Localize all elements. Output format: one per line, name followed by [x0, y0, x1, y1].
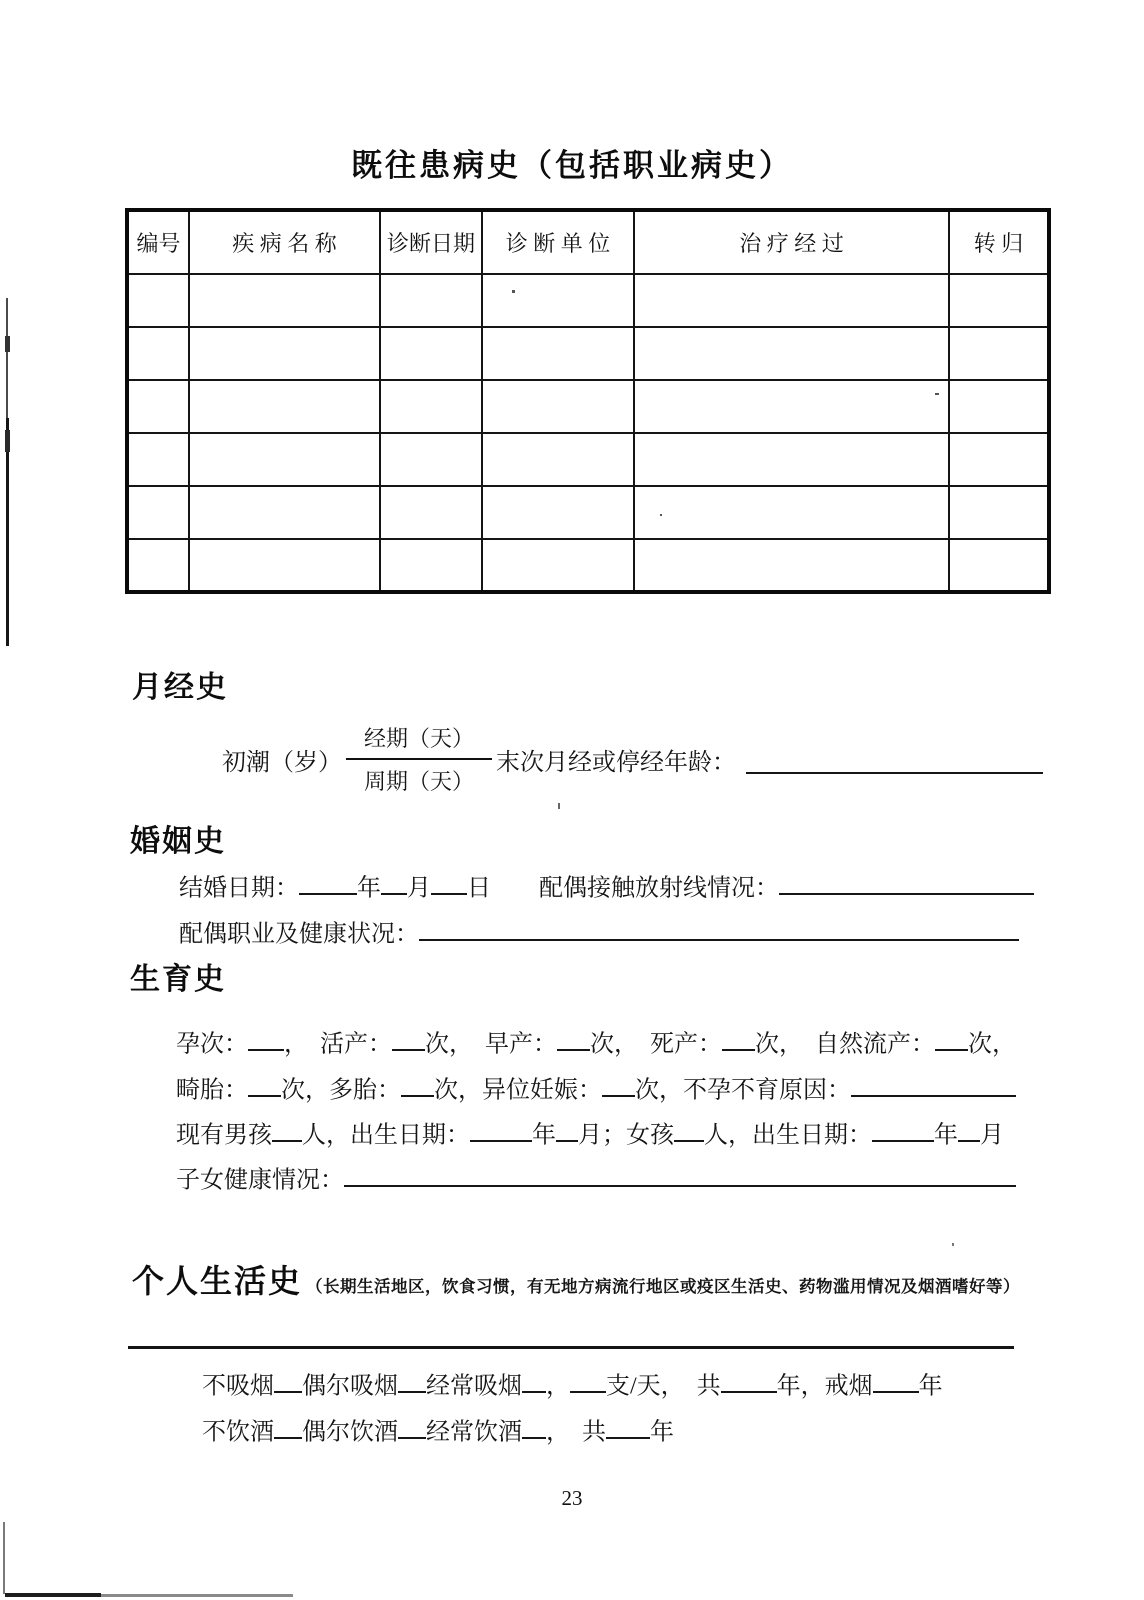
- text-segment: 子女健康情况：: [176, 1167, 344, 1194]
- blank-fill-field: [570, 1369, 606, 1393]
- blank-fill-field: [851, 1073, 1016, 1097]
- table-cell-empty: [482, 380, 634, 433]
- text-segment: 月: [407, 875, 431, 902]
- blank-fill-field: [381, 871, 407, 895]
- table-cell-empty: [189, 433, 380, 486]
- text-segment: ， 共: [546, 1419, 606, 1446]
- menstrual-history-line: [222, 722, 1043, 796]
- section-heading-marriage-history: 婚姻史: [130, 825, 226, 858]
- text-segment: 年: [934, 1122, 958, 1149]
- section-heading-personal-life-history: [132, 1256, 1020, 1302]
- table-cell-empty: [482, 486, 634, 539]
- blank-fill-field: [248, 1027, 284, 1051]
- text-segment: ，: [546, 1373, 570, 1400]
- blank-fill-field: [556, 1118, 578, 1142]
- table-row: [127, 433, 1049, 486]
- blank-fill-field: [431, 871, 467, 895]
- blank-fill-field: [602, 1073, 635, 1097]
- text-segment: 经常饮酒: [426, 1419, 522, 1446]
- table-cell-empty: [634, 539, 949, 592]
- table-cell-empty: [189, 539, 380, 592]
- table-cell-empty: [482, 539, 634, 592]
- period-days-label: 经期（天）: [364, 726, 475, 751]
- table-cell-empty: [949, 380, 1049, 433]
- blank-fill-field: [873, 1369, 919, 1393]
- text-segment: 不吸烟: [202, 1373, 274, 1400]
- scan-artifact-line: [6, 298, 8, 418]
- table-cell-empty: [482, 274, 634, 327]
- scan-artifact-line: [6, 418, 9, 646]
- blank-fill-field: [674, 1118, 704, 1142]
- text-segment: 次， 自然流产：: [755, 1031, 935, 1058]
- table-cell-empty: [482, 327, 634, 380]
- text-segment: 人，出生日期：: [704, 1122, 872, 1149]
- table-header-row: [127, 210, 1049, 274]
- table-cell-empty: [634, 486, 949, 539]
- table-cell-empty: [634, 380, 949, 433]
- blank-fill-field: [722, 1027, 755, 1051]
- table-cell-empty: [949, 274, 1049, 327]
- text-segment: 月；女孩: [578, 1122, 674, 1149]
- blank-fill-field: [272, 1118, 302, 1142]
- scan-artifact-blob: [5, 430, 10, 452]
- smoking-line: [202, 1369, 943, 1401]
- table-cell-empty: [482, 433, 634, 486]
- last-period-blank-field: [746, 772, 1043, 775]
- table-cell-empty: [949, 539, 1049, 592]
- table-cell-empty: [380, 539, 482, 592]
- scan-speck: [512, 290, 515, 293]
- blank-fill-field: [274, 1369, 302, 1393]
- scan-speck: [558, 803, 560, 809]
- text-segment: 年: [532, 1122, 556, 1149]
- table-cell-empty: [949, 486, 1049, 539]
- history-table: [125, 208, 1051, 594]
- scan-artifact-line: [5, 1593, 101, 1597]
- text-segment: 次，不孕不育原因：: [635, 1077, 851, 1104]
- personal-history-title: 个人生活史: [132, 1263, 303, 1299]
- table-row: [127, 486, 1049, 539]
- text-segment: 孕次：: [176, 1031, 248, 1058]
- table-header-cell: 治 疗 经 过: [634, 210, 949, 274]
- table-row: [127, 539, 1049, 592]
- drinking-line: [202, 1415, 674, 1447]
- text-segment: 年: [918, 1373, 943, 1400]
- blank-fill-field: [606, 1415, 650, 1439]
- text-segment: 经常吸烟: [426, 1373, 522, 1400]
- text-segment: ， 活产：: [284, 1031, 392, 1058]
- text-segment: 次，多胎：: [281, 1077, 401, 1104]
- table-cell-empty: [127, 327, 189, 380]
- page-title: 既往患病史（包括职业病史）: [351, 148, 793, 183]
- blank-fill-field: [779, 871, 1034, 895]
- table-cell-empty: [189, 380, 380, 433]
- period-cycle-fraction: [346, 722, 492, 796]
- scan-speck: [952, 1243, 954, 1246]
- blank-fill-field: [557, 1027, 590, 1051]
- table-header-cell: 疾 病 名 称: [189, 210, 380, 274]
- blank-fill-field: [392, 1027, 425, 1051]
- text-segment: 现有男孩: [176, 1122, 272, 1149]
- text-segment: 配偶职业及健康状况：: [179, 921, 419, 948]
- children-line: [176, 1118, 1004, 1150]
- section-heading-fertility-history: 生育史: [130, 963, 226, 996]
- marriage-date-line: [179, 871, 1034, 903]
- table-cell-empty: [380, 274, 482, 327]
- page-number: 23: [561, 1486, 583, 1510]
- text-segment: 次，: [968, 1031, 1016, 1058]
- text-segment: 人，出生日期：: [302, 1122, 470, 1149]
- table-cell-empty: [189, 327, 380, 380]
- pregnancy-counts-line: [176, 1027, 1016, 1059]
- table-row: [127, 380, 1049, 433]
- table-cell-empty: [949, 433, 1049, 486]
- text-segment: 偶尔吸烟: [302, 1373, 398, 1400]
- blank-fill-field: [935, 1027, 968, 1051]
- table-header-cell: 诊 断 单 位: [482, 210, 634, 274]
- table-cell-empty: [380, 380, 482, 433]
- section-heading-menstrual-history: 月经史: [132, 671, 228, 704]
- table-header-cell: 诊断日期: [380, 210, 482, 274]
- table-cell-empty: [189, 486, 380, 539]
- last-period-label: 末次月经或停经年龄：: [496, 749, 737, 776]
- blank-fill-field: [470, 1118, 532, 1142]
- text-segment: 年，戒烟: [776, 1373, 873, 1400]
- text-segment: 次，异位妊娠：: [434, 1077, 602, 1104]
- text-segment: 结婚日期：: [179, 875, 299, 902]
- abnormal-pregnancy-line: [176, 1073, 1016, 1105]
- table-cell-empty: [189, 274, 380, 327]
- table-header-cell: 编号: [127, 210, 189, 274]
- text-segment: 次， 死产：: [590, 1031, 722, 1058]
- blank-fill-field: [522, 1369, 546, 1393]
- blank-fill-field: [398, 1369, 426, 1393]
- table-cell-empty: [634, 274, 949, 327]
- text-segment: 年: [650, 1419, 674, 1446]
- table-header-cell: 转 归: [949, 210, 1049, 274]
- scan-artifact-line: [3, 1522, 5, 1594]
- text-segment: 偶尔饮酒: [302, 1419, 398, 1446]
- table-cell-empty: [127, 486, 189, 539]
- table-cell-empty: [127, 380, 189, 433]
- blank-fill-field: [344, 1163, 1016, 1187]
- table-cell-empty: [634, 327, 949, 380]
- text-segment: 支/天， 共: [606, 1373, 721, 1400]
- blank-fill-field: [721, 1369, 777, 1393]
- children-health-line: [176, 1163, 1016, 1195]
- table-cell-empty: [127, 433, 189, 486]
- text-segment: 年: [357, 875, 381, 902]
- table-cell-empty: [380, 486, 482, 539]
- spouse-occupation-line: [179, 917, 1019, 949]
- blank-fill-field: [522, 1415, 546, 1439]
- text-segment: 月: [980, 1122, 1004, 1149]
- text-segment: 畸胎：: [176, 1077, 248, 1104]
- blank-fill-field: [401, 1073, 434, 1097]
- scan-speck: [660, 514, 662, 516]
- table-row: [127, 274, 1049, 327]
- personal-history-note: （长期生活地区，饮食习惯，有无地方病流行地区或疫区生活史、药物滥用情况及烟酒嗜好等）: [306, 1278, 1021, 1296]
- table-cell-empty: [380, 327, 482, 380]
- blank-fill-field: [872, 1118, 934, 1142]
- text-segment: 不饮酒: [202, 1419, 274, 1446]
- scan-speck: [935, 393, 939, 395]
- menarche-age-label: 初潮（岁）: [222, 749, 342, 776]
- blank-fill-field: [299, 871, 357, 895]
- blank-fill-field: [398, 1415, 426, 1439]
- blank-fill-field: [274, 1415, 302, 1439]
- blank-fill-field: [248, 1073, 281, 1097]
- text-segment: 次， 早产：: [425, 1031, 557, 1058]
- blank-fill-field: [419, 917, 1019, 941]
- table-cell-empty: [634, 433, 949, 486]
- text-segment: 日 配偶接触放射线情况：: [467, 875, 779, 902]
- table-cell-empty: [380, 433, 482, 486]
- section-divider-rule: [128, 1346, 1014, 1349]
- table-cell-empty: [949, 327, 1049, 380]
- cycle-days-label: 周期（天）: [346, 758, 492, 796]
- table-cell-empty: [127, 274, 189, 327]
- table-cell-empty: [127, 539, 189, 592]
- table-row: [127, 327, 1049, 380]
- scan-artifact-line: [101, 1594, 293, 1597]
- scan-artifact-blob: [5, 336, 10, 352]
- blank-fill-field: [958, 1118, 980, 1142]
